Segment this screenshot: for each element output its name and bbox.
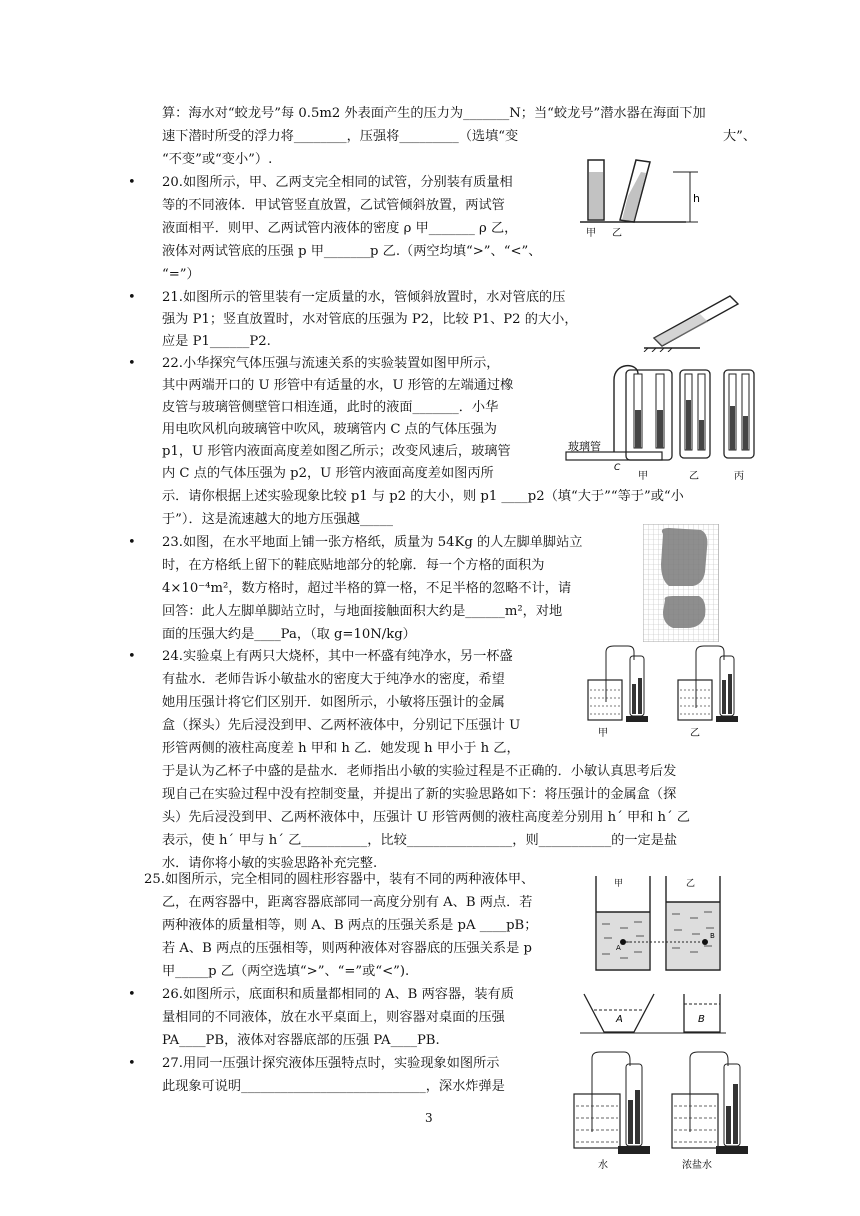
q20-line-3: 液面相平．则甲、乙两试管内液体的密度 ρ 甲_______ ρ 乙，: [162, 221, 518, 236]
q19-line-3: “不变”或“变小”）.: [162, 152, 273, 167]
q26-line-1: 26.如图所示，底面积和质量都相同的 A、B 两容器，装有质: [162, 987, 514, 1002]
q22-line-3: 皮管与玻璃管侧壁管口相连通，此时的液面_______．小华: [162, 400, 499, 415]
q27-line-1: 27.用同一压强计探究液体压强特点时，实验现象如图所示: [162, 1056, 500, 1071]
q21-line-1: 21.如图所示的管里装有一定质量的水，管倾斜放置时，水对管底的压: [162, 290, 566, 305]
figure-q27-water-vs-brine: [552, 1044, 756, 1172]
q22-line-2: 其中两端开口的 U 形管中有适量的水，U 形管的左端通过橡: [162, 378, 514, 393]
fig25-label-b: B: [710, 932, 715, 940]
q20-line-2: 等的不同液体．甲试管竖直放置，乙试管倾斜放置，两试管: [162, 198, 505, 213]
q23-line-3: 4×10⁻⁴m²，数方格时，超过半格的算一格，不足半格的忽略不计，请: [162, 581, 572, 596]
q25-line-3: 两种液体的质量相等，则 A、B 两点的压强关系是 pA ____pB；: [162, 918, 538, 933]
bullet: •: [128, 1056, 136, 1071]
q23-line-2: 时，在方格纸上留下的鞋底贴地部分的轮廓．每一个方格的面积为: [162, 558, 545, 573]
q25-line-4: 若 A、B 两点的压强相等，则两种液体对容器底的压强关系是 p: [162, 941, 532, 956]
q21-line-2: 强为 P1；竖直放置时，水对管底的压强为 P2，比较 P1、P2 的大小，: [162, 312, 578, 327]
q20-line-1: 20.如图所示，甲、乙两支完全相同的试管，分别装有质量相: [162, 175, 513, 190]
fig24-label-yi: 乙: [690, 728, 700, 739]
q25-line-5: 甲_____p 乙（两空选填“>”、“=”或“<”).: [162, 964, 410, 979]
fig22-label-yi: 乙: [689, 471, 699, 482]
q20-line-4: 液体对两试管底的压强 p 甲_______p 乙.（两空均填“>”、“<”、: [162, 244, 542, 259]
q22-line-5: p1，U 形管内液面高度差如图乙所示；改变风速后，玻璃管: [162, 444, 511, 459]
bullet: •: [128, 535, 136, 550]
q19-line-2: 速下潜时所受的浮力将________，压强将_________（选填“变: [162, 129, 519, 144]
q27-line-2: 此现象可说明____________________________，深水炸弹是: [162, 1079, 505, 1094]
fig24-label-jia: 甲: [598, 728, 608, 739]
fig27-label-salt: 浓盐水: [682, 1160, 712, 1171]
fig22-label-bing: 丙: [734, 471, 744, 482]
q25-line-2: 乙，在两容器中，距离容器底部同一高度分别有 A、B 两点．若: [162, 895, 533, 910]
page-number: 3: [425, 1111, 433, 1125]
bullet: •: [128, 175, 136, 190]
figure-q21-tilted-tube: [640, 292, 740, 352]
figure-q24-pressure-gauges: [578, 640, 762, 740]
q23-line-4: 回答：此人左脚单脚站立时，与地面接触面积大约是______m²，对地: [162, 604, 563, 619]
q22-line-6: 内 C 点的气体压强为 p2，U 形管内液面高度差如图丙所: [162, 466, 494, 481]
fig25-label-yi: 乙: [686, 879, 696, 889]
q23-line-5: 面的压强大约是____Pa，（取 g=10N/kg）: [162, 627, 416, 642]
figure-q23-grid-footprint: [643, 524, 719, 642]
fig22-label-c: C: [614, 463, 621, 473]
q24-line-4: 盒（探头）先后浸没到甲、乙两杯液体中，分别记下压强计 U: [162, 718, 521, 733]
bullet: •: [128, 987, 136, 1002]
fig25-label-a: A: [616, 944, 621, 952]
q24-line-6: 于是认为乙杯子中盛的是盐水．老师指出小敏的实验过程是不正确的．小敏认真思考后发: [162, 764, 677, 779]
q21-line-3: 应是 P1______P2.: [162, 334, 271, 349]
q24-line-3: 她用压强计将它们区别开．如图所示，小敏将压强计的金属: [162, 695, 505, 710]
q23-line-1: 23.如图，在水平地面上铺一张方格纸，质量为 54Kg 的人左脚单脚站立: [162, 535, 583, 550]
figure-q20-test-tubes: [578, 150, 718, 240]
fig20-label-yi: 乙: [612, 228, 622, 239]
q25-line-1: 25.如图所示，完全相同的圆柱形容器中，装有不同的两种液体甲、: [144, 872, 535, 887]
bullet: •: [128, 356, 136, 371]
q22-line-1: 22.小华探究气体压强与流速关系的实验装置如图甲所示，: [162, 356, 500, 371]
q26-line-2: 量相同的不同液体，放在水平桌面上，则容器对桌面的压强: [162, 1010, 505, 1025]
figure-q26-containers: [580, 990, 730, 1036]
q24-line-9: 表示，使 h´ 甲与 h´ 乙__________，比较________________，则___________的一定是盐: [162, 833, 678, 848]
q24-line-7: 现自己在实验过程中没有控制变量，并提出了新的实验思路如下：将压强计的金属盒（探: [162, 787, 677, 802]
q24-line-1: 24.实验桌上有两只大烧杯，其中一杯盛有纯净水，另一杯盛: [162, 649, 513, 664]
fig27-label-water: 水: [598, 1160, 608, 1171]
q20-line-5: “=”）: [162, 267, 200, 282]
figure-q25-cylinders: [590, 872, 726, 974]
q24-line-2: 有盐水．老师告诉小敏盐水的密度大于纯净水的密度，希望: [162, 672, 505, 687]
q24-line-8: 头）先后浸没到甲、乙两杯液体中，压强计 U 形管两侧的液柱高度差分别用 h´ 甲和 h´ 乙: [162, 810, 690, 825]
q24-line-10: 水．请你将小敏的实验思路补充完整.: [162, 856, 378, 871]
q22-line-8: 于”）．这是流速越大的地方压强越_____: [162, 512, 393, 527]
bullet: •: [128, 290, 136, 305]
fig26-label-a: A: [616, 1014, 623, 1025]
figure-q22-u-tubes: [562, 360, 772, 484]
q24-line-5: 形管两侧的液柱高度差 h 甲和 h 乙．她发现 h 甲小于 h 乙，: [162, 741, 520, 756]
fig25-label-jia: 甲: [614, 879, 624, 889]
fig26-label-b: B: [698, 1014, 705, 1025]
fig22-label-jia: 甲: [638, 471, 648, 482]
fig22-label-tube: 玻璃管: [568, 440, 601, 453]
q26-line-3: PA____PB，液体对容器底部的压强 PA____PB.: [162, 1033, 440, 1048]
q22-line-4: 用电吹风机向玻璃管中吹风，玻璃管内 C 点的气体压强为: [162, 422, 497, 437]
fig20-label-h: h: [693, 192, 700, 205]
fig20-label-jia: 甲: [586, 228, 596, 239]
q22-line-7: 示．请你根据上述实验现象比较 p1 与 p2 的大小，则 p1 ____p2（填“大于”“等于”或“小: [162, 489, 684, 504]
bullet: •: [128, 649, 136, 664]
q19-line-1: 算：海水对“蛟龙号”每 0.5m2 外表面产生的压力为_______N；当“蛟龙号”潜水器在海面下加: [162, 106, 706, 121]
q19-line-2b: 大”、: [723, 129, 757, 144]
